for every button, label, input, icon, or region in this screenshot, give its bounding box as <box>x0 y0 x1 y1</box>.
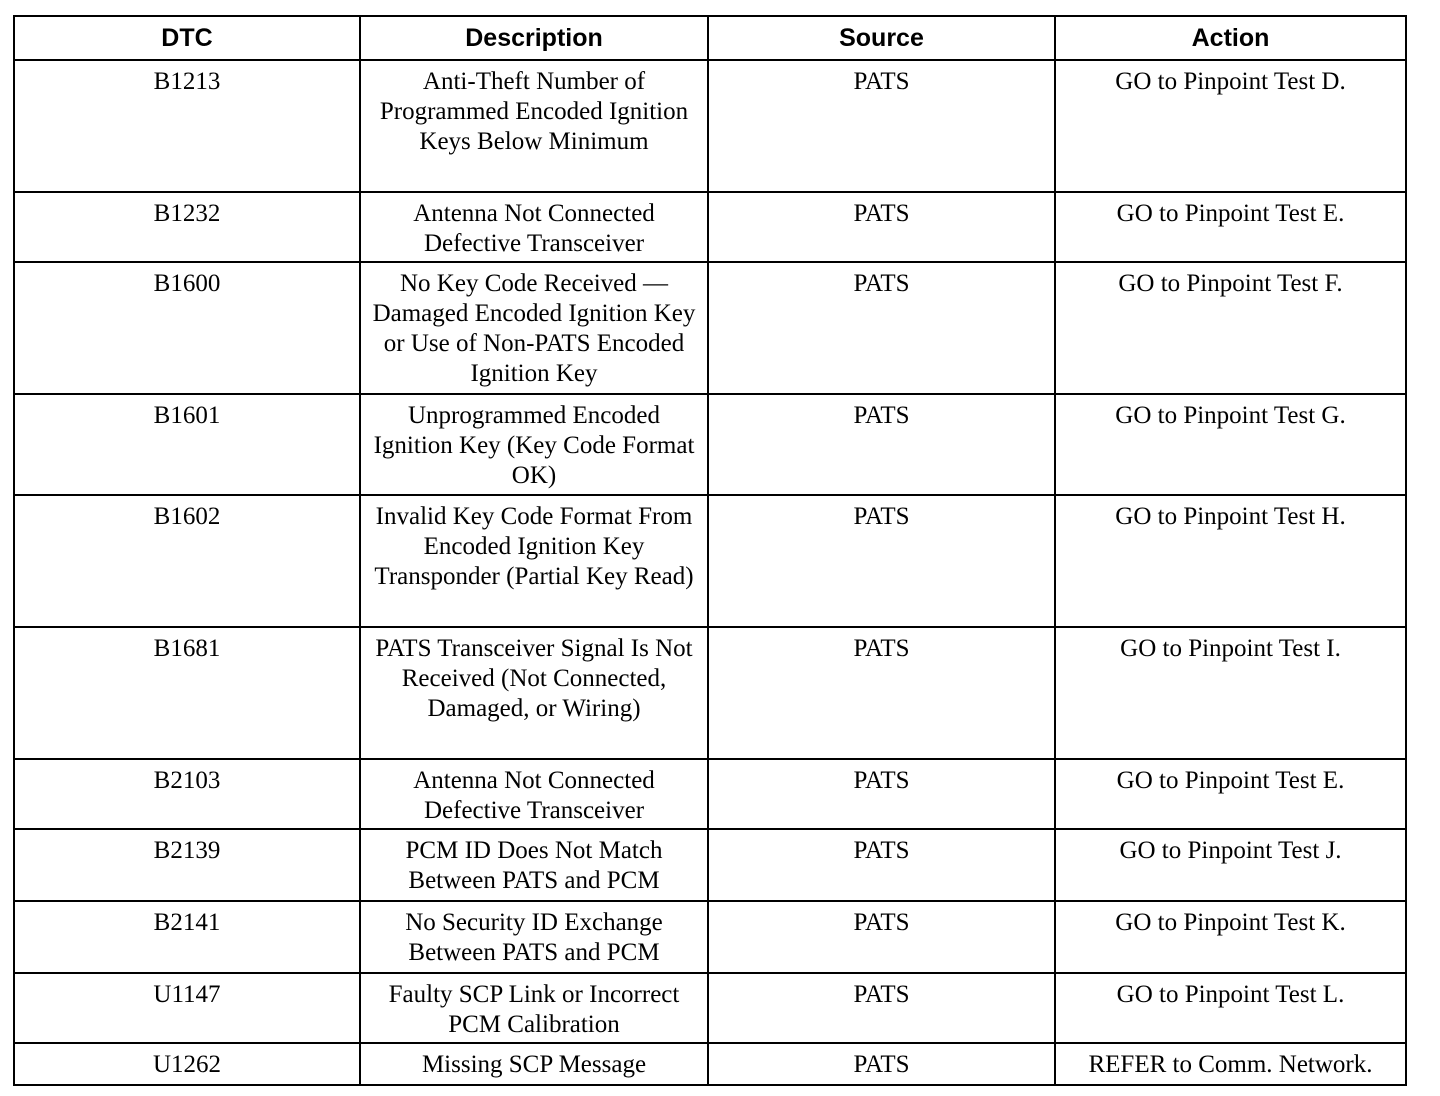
table-row <box>14 829 1406 901</box>
cell-action: GO to Pinpoint Test G. <box>1055 394 1406 495</box>
cell-dtc: B2141 <box>14 901 360 973</box>
cell-description: Antenna Not Connected Defective Transceiver <box>360 759 708 829</box>
header-action: Action <box>1055 16 1406 60</box>
cell-source: PATS <box>708 60 1055 192</box>
table-row <box>14 495 1406 627</box>
header-source: Source <box>708 16 1055 60</box>
cell-dtc: B2103 <box>14 759 360 829</box>
table-row <box>14 901 1406 973</box>
table-header-row <box>14 16 1406 60</box>
cell-action: GO to Pinpoint Test D. <box>1055 60 1406 192</box>
cell-action: GO to Pinpoint Test K. <box>1055 901 1406 973</box>
cell-action: GO to Pinpoint Test E. <box>1055 759 1406 829</box>
cell-action: GO to Pinpoint Test J. <box>1055 829 1406 901</box>
table-row <box>14 262 1406 394</box>
header-dtc: DTC <box>14 16 360 60</box>
cell-description: PATS Transceiver Signal Is Not Received (Not Connected, Damaged, or Wiring) <box>360 627 708 759</box>
cell-description: Faulty SCP Link or Incorrect PCM Calibration <box>360 973 708 1043</box>
cell-source: PATS <box>708 495 1055 627</box>
cell-description: Invalid Key Code Format From Encoded Ignition Key Transponder (Partial Key Read) <box>360 495 708 627</box>
cell-source: PATS <box>708 973 1055 1043</box>
cell-dtc: B1213 <box>14 60 360 192</box>
cell-description: PCM ID Does Not Match Between PATS and PCM <box>360 829 708 901</box>
table-row <box>14 1043 1406 1085</box>
cell-source: PATS <box>708 759 1055 829</box>
cell-action: GO to Pinpoint Test I. <box>1055 627 1406 759</box>
cell-dtc: B1600 <box>14 262 360 394</box>
table-row <box>14 973 1406 1043</box>
cell-source: PATS <box>708 394 1055 495</box>
cell-description: Unprogrammed Encoded Ignition Key (Key Code Format OK) <box>360 394 708 495</box>
cell-dtc: U1262 <box>14 1043 360 1085</box>
cell-source: PATS <box>708 192 1055 262</box>
cell-source: PATS <box>708 262 1055 394</box>
cell-dtc: B1601 <box>14 394 360 495</box>
cell-source: PATS <box>708 829 1055 901</box>
cell-source: PATS <box>708 1043 1055 1085</box>
cell-dtc: B2139 <box>14 829 360 901</box>
cell-description: Missing SCP Message <box>360 1043 708 1085</box>
cell-dtc: B1232 <box>14 192 360 262</box>
cell-dtc: B1602 <box>14 495 360 627</box>
cell-action: REFER to Comm. Network. <box>1055 1043 1406 1085</box>
cell-source: PATS <box>708 901 1055 973</box>
table-row <box>14 627 1406 759</box>
table-row <box>14 759 1406 829</box>
cell-dtc: B1681 <box>14 627 360 759</box>
table-row <box>14 60 1406 192</box>
cell-source: PATS <box>708 627 1055 759</box>
table-row <box>14 192 1406 262</box>
dtc-table-container <box>13 15 1405 1086</box>
cell-action: GO to Pinpoint Test F. <box>1055 262 1406 394</box>
cell-action: GO to Pinpoint Test L. <box>1055 973 1406 1043</box>
dtc-table <box>13 15 1407 1086</box>
cell-description: Antenna Not Connected Defective Transceiver <box>360 192 708 262</box>
cell-dtc: U1147 <box>14 973 360 1043</box>
cell-description: No Key Code Received — Damaged Encoded Ignition Key or Use of Non-PATS Encoded Ignition Key <box>360 262 708 394</box>
header-description: Description <box>360 16 708 60</box>
cell-description: Anti-Theft Number of Programmed Encoded Ignition Keys Below Minimum <box>360 60 708 192</box>
cell-description: No Security ID Exchange Between PATS and PCM <box>360 901 708 973</box>
cell-action: GO to Pinpoint Test E. <box>1055 192 1406 262</box>
cell-action: GO to Pinpoint Test H. <box>1055 495 1406 627</box>
table-row <box>14 394 1406 495</box>
